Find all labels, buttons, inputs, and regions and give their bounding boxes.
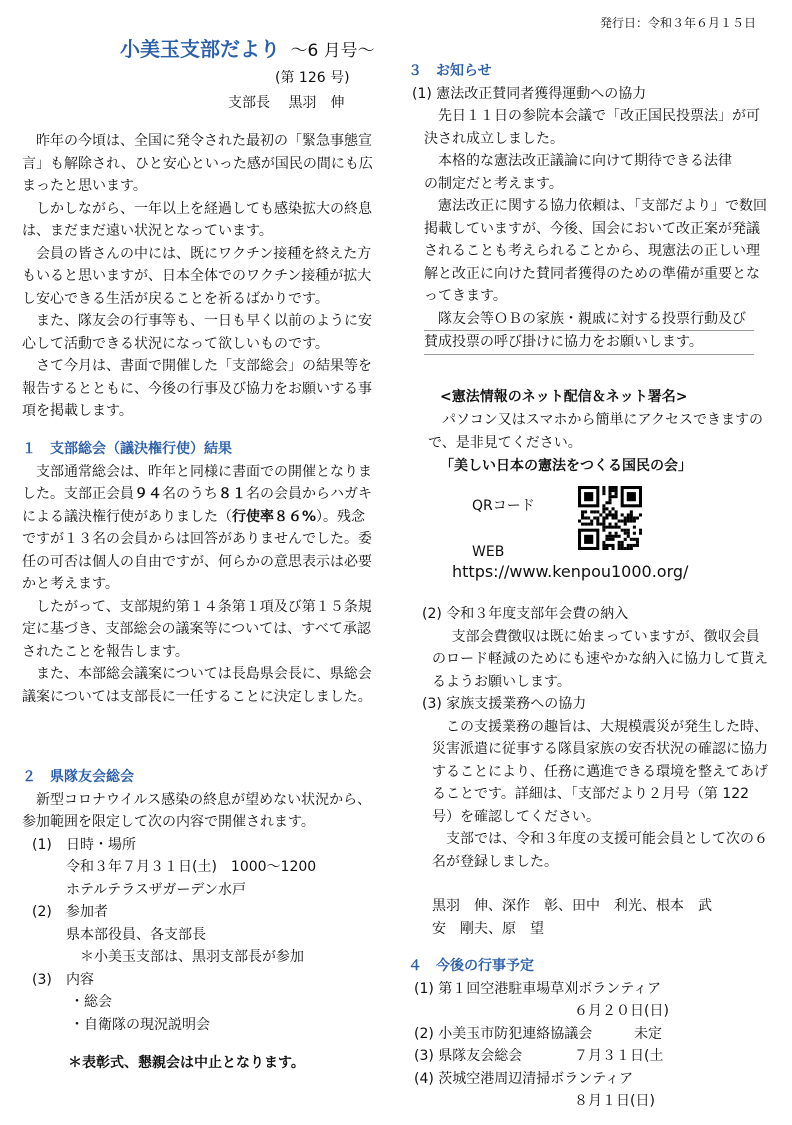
notice-1-paragraph: の制定だと考えます。 (424, 175, 563, 192)
list-line: ＊小美玉支部は、黒羽支部長が参加 (80, 949, 304, 965)
qr-code-image[interactable] (578, 486, 642, 550)
event-item: (1) 第１回空港駐車場草刈ボランティア (414, 980, 662, 997)
section-2-note: ＊表彰式、懇親会は中止となります。 (68, 1055, 305, 1071)
list-line: 令和３年７月３１日(土) 1000～1200 (66, 859, 317, 875)
qr-label: QRコード (472, 498, 535, 514)
qr-code-icon (578, 486, 642, 550)
notice-1-paragraph: 本格的な憲法改正議論に向けて期待できる法律 (438, 153, 732, 169)
section-4 (408, 955, 768, 1113)
event-item: (4) 茨城空港周辺清掃ボランティア (414, 1070, 634, 1087)
list-line: ・総会 (70, 994, 112, 1010)
list-title: 内容 (66, 971, 94, 988)
web-label: WEB (472, 544, 505, 560)
request-line: 隊友会等ＯＢの家族・親戚に対する投票行動及び (424, 308, 754, 332)
section-4-heading: ４ 今後の行事予定 (408, 958, 534, 974)
author: 支部長 黒羽 伸 (228, 95, 345, 111)
issue-number: (第 126 号) (275, 70, 350, 86)
notice-1-title: (1) 憲法改正賛同者獲得運動への協力 (412, 85, 647, 102)
event-date: ６月２０日(日) (574, 1003, 669, 1019)
section-2-heading: ２ 県隊友会総会 (22, 769, 134, 785)
members-line: 黒羽 伸、深作 彰、田中 利光、根本 武 (432, 898, 712, 914)
list-item (22, 834, 378, 857)
notice-2-paragraph: 支部会費徴収は既に始まっていますが、徴収会員のロード軽減のためにも速やかな納入に協力して貰えるようお願いします。 (432, 628, 768, 690)
intro-paragraph: しかしながら、一年以上を経過しても感染拡大の終息は、まだまだ遠い状況となっています。 (22, 200, 372, 239)
intro-paragraph: 昨年の今頃は、全国に発令された最初の「緊急事態宣言」も解除され、ひと安心といった感が国民の間にも広まったと思います。 (22, 133, 373, 194)
text-run: 名の会員からハガキによる議決権行使がありました（ (22, 486, 372, 525)
event-name: (2) 小美玉市防犯連絡協議会 (414, 1025, 593, 1042)
intro-paragraph: また、隊友会の行事等も、一日も早く以前のように安心して活動できる状況になって欲しいものです。 (22, 313, 372, 352)
section-1 (22, 438, 378, 708)
notice-3-paragraph: 支部では、令和３年度の支援可能会員として次の６名が登録しました。 (432, 831, 768, 870)
org-name: 「美しい日本の憲法をつくる国民の会」 (440, 458, 692, 474)
event-name: (3) 県隊友会総会 (414, 1048, 523, 1064)
list-item (22, 901, 378, 924)
request-line: 賛成投票の呼び掛けに協力をお願いします。 (424, 331, 754, 355)
event-item (408, 1023, 768, 1046)
month-label: ～6 月号～ (290, 41, 375, 61)
section-1-heading: １ 支部総会（議決権行使）結果 (22, 441, 232, 457)
list-title: 日時・場所 (66, 836, 136, 853)
title-block (120, 38, 375, 64)
event-date: ８月１日(日) (574, 1093, 655, 1109)
list-label: (3) (32, 971, 52, 988)
section-2-paragraph: 新型コロナウイルス感染の終息が望めない状況から、参加範囲を限定して次の内容で開催されます。 (22, 791, 372, 830)
notice-3-title: (3) 家族支援業務への協力 (422, 696, 587, 712)
notice-1-paragraph: 憲法改正に関する協力依頼は、「支部だより」で数回掲載していますが、今後、国会において改正案が発議されることも考えられることから、現憲法の正しい理解と改正に向けた賛同者獲得のための準備が重要となってきます。 (424, 198, 767, 304)
vote-rate: 行使率８６% (232, 508, 317, 525)
text-run: 支部通常総会は、昨年と同様に書面での開催となりました。支部正会員 (22, 463, 372, 502)
issue-date: 発行日：令和３年６月１５日 (600, 16, 757, 30)
notice-3-paragraph: この支援業務の趣旨は、大規模震災が発生した時、災害派遣に従事する隊員家族の安否状況の確認に協力することにより、任務に邁進できる環境を整えてあげることです。詳細は、「支部だより２月号（第 122 号）を確認してください。 (432, 718, 768, 825)
text-run: 名のうち (162, 486, 218, 502)
newsletter-title: 小美玉支部だより (120, 37, 280, 61)
list-title: 参加者 (66, 904, 108, 920)
list-line: 県本部役員、各支部長 (66, 926, 206, 943)
net-paragraph: パソコン又はスマホから簡単にアクセスできますので、是非見てください。 (428, 412, 764, 451)
list-item (22, 969, 378, 992)
notice-1-paragraph: 先日１１日の参院本会議で「改正国民投票法」が可決され成立しました。 (424, 108, 760, 147)
notices-2-3 (422, 603, 768, 940)
valid-members-count: ９４ (134, 486, 162, 502)
section-1-paragraph (22, 461, 378, 596)
list-label: (1) (32, 836, 52, 853)
event-item (408, 1045, 768, 1068)
notice-2-title: (2) 令和３年度支部年会費の納入 (422, 606, 629, 622)
members-line: 安 剛夫、原 望 (432, 920, 544, 937)
text-run: ）。残念ですが１３名の会員からは回答がありませんでした。委任の可否は個人の自由ですが、何らかの意思表示は必要かと考えます。 (22, 508, 372, 592)
kenpou-url-link[interactable]: https://www.kenpou1000.org/ (452, 562, 689, 581)
event-date: 未定 (634, 1025, 662, 1042)
intro-paragraph: 会員の皆さんの中には、既にワクチン接種を終えた方もいると思いますが、日本全体でのワクチン接種が拡大し安心できる生活が戻ることを祈るばかりです。 (22, 245, 372, 307)
net-heading: <憲法情報のネット配信＆ネット署名> (440, 389, 688, 405)
notice-1-request (408, 308, 754, 355)
intro-paragraph: さて今月は、書面で開催した「支部総会」の結果等を報告するとともに、今後の行事及び協力をお願いする事項を掲載します。 (22, 358, 372, 419)
section-1-paragraph: したがって、支部規約第１４条第１項及び第１５条規定に基づき、支部総会の議案等については、すべて承認されたことを報告します。 (22, 598, 372, 660)
section-3-heading: ３ お知らせ (408, 63, 492, 79)
section-3 (408, 60, 768, 355)
members-list (422, 895, 768, 940)
event-date: ７月３１日(土 (574, 1048, 664, 1064)
voted-members-count: ８１ (218, 486, 246, 502)
section-2 (22, 766, 378, 1075)
list-line: ホテルテラスザガーデン水戸 (66, 881, 247, 898)
intro (22, 130, 378, 423)
list-line: ・自衛隊の現況説明会 (70, 1016, 210, 1033)
section-1-paragraph: また、本部総会議案については長島県会長に、県総会議案については支部長に一任することに決定しました。 (22, 666, 372, 705)
list-label: (2) (32, 904, 52, 920)
